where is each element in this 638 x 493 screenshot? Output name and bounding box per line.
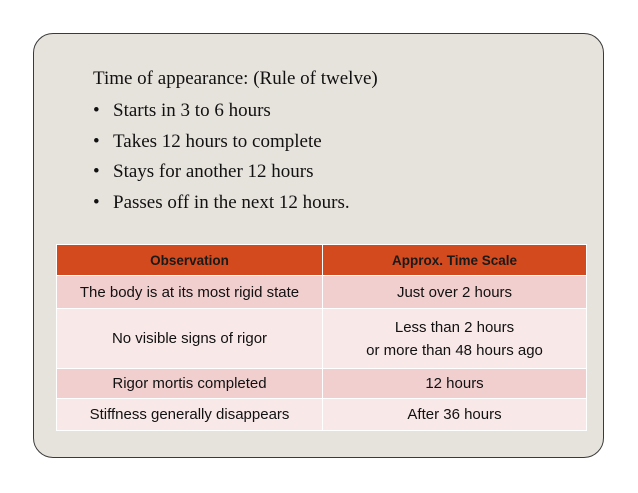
slide-heading: Time of appearance: (Rule of twelve) [93, 68, 378, 89]
table-row [57, 309, 587, 369]
bullet-icon: • [93, 130, 100, 152]
time-cell: After 36 hours [323, 399, 587, 431]
bullet-icon: • [93, 100, 100, 121]
bullet-text: Starts in 3 to 6 hours [113, 100, 271, 121]
column-header-time-scale: Approx. Time Scale [323, 245, 587, 276]
bullet-list [93, 98, 350, 220]
bullet-text: Stays for another 12 hours [113, 161, 314, 182]
time-line-1: Less than 2 hours [394, 318, 515, 336]
table-row [57, 276, 587, 309]
bullet-item [93, 159, 350, 190]
time-cell: 12 hours [323, 369, 587, 399]
rigor-table [56, 244, 587, 431]
bullet-item [93, 190, 350, 221]
observation-cell: No visible signs of rigor [57, 309, 323, 369]
table-row [57, 369, 587, 399]
bullet-text: Takes 12 hours to complete [113, 130, 322, 152]
bullet-icon: • [93, 161, 100, 182]
observation-cell: Stiffness generally disappears [57, 399, 323, 431]
observation-cell: The body is at its most rigid state [57, 276, 323, 309]
table-header-row [57, 245, 587, 276]
time-line-2: or more than 48 hours ago [366, 341, 543, 359]
time-cell [323, 309, 587, 369]
table-row [57, 399, 587, 431]
observation-cell: Rigor mortis completed [57, 369, 323, 399]
bullet-icon: • [93, 191, 100, 213]
bullet-item [93, 98, 350, 129]
bullet-text: Passes off in the next 12 hours. [113, 191, 350, 213]
time-cell: Just over 2 hours [323, 276, 587, 309]
bullet-item [93, 129, 350, 160]
column-header-observation: Observation [57, 245, 323, 276]
